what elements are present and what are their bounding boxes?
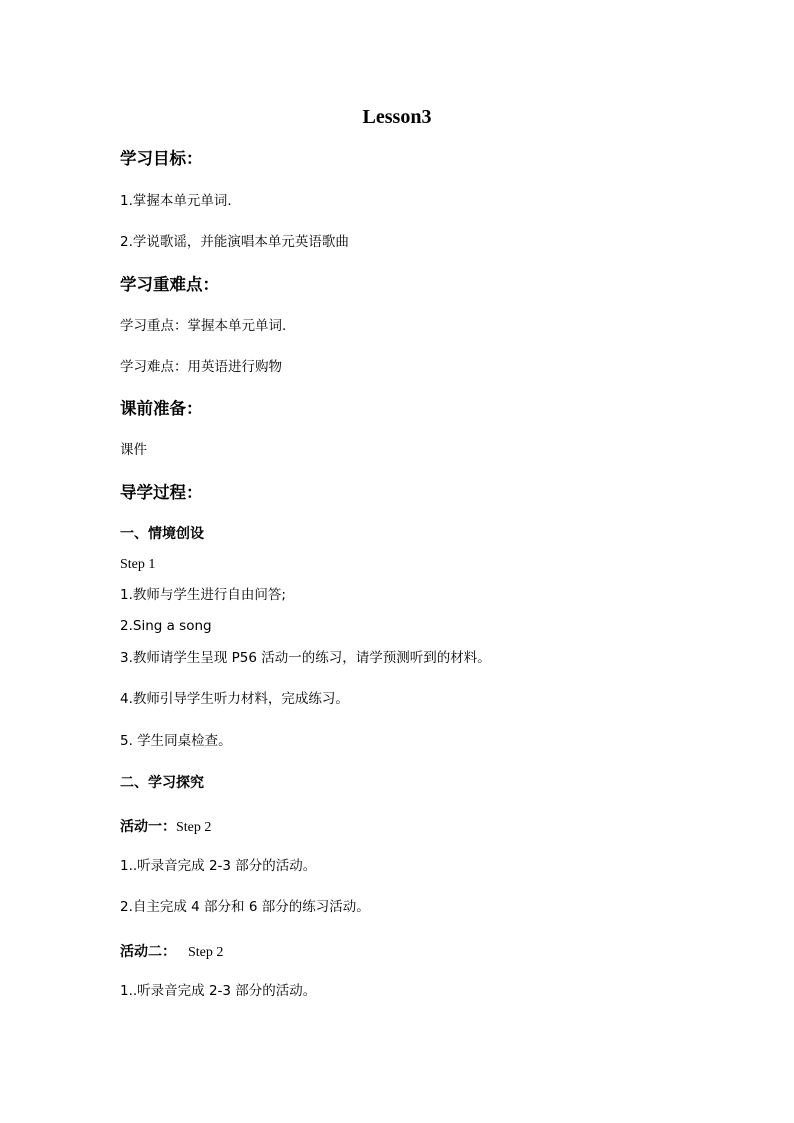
process-heading: 导学过程： (120, 483, 203, 502)
key-point-item-2: 学习难点：用英语进行购物 (120, 359, 282, 375)
part2-heading: 二、学习探究 (120, 775, 204, 791)
key-points-heading: 学习重难点： (120, 275, 219, 294)
part1-item-5: 5. 学生同桌检查。 (120, 733, 232, 749)
part1-item-4: 4.教师引导学生听力材料，完成练习。 (120, 691, 349, 707)
part1-heading: 一、情境创设 (120, 526, 204, 542)
key-point-item-1: 学习重点：掌握本单元单词. (120, 318, 287, 334)
part1-step: Step 1 (120, 557, 156, 572)
activity1-line (120, 818, 211, 835)
objective-item-2: 2.学说歌谣，并能演唱本单元英语歌曲 (120, 234, 349, 250)
activity1-item-1: 1..听录音完成 2-3 部分的活动。 (120, 858, 317, 874)
part1-item-3: 3.教师请学生呈现 P56 活动一的练习，请学预测听到的材料。 (120, 650, 491, 666)
objectives-heading: 学习目标： (120, 149, 203, 168)
activity1-item-2: 2.自主完成 4 部分和 6 部分的练习活动。 (120, 899, 370, 915)
document-title: Lesson3 (362, 106, 432, 128)
activity2-step: Step 2 (188, 945, 224, 960)
part1-item-2: 2.Sing a song (120, 618, 212, 634)
activity2-line (120, 943, 223, 960)
objective-item-1: 1.掌握本单元单词. (120, 193, 232, 209)
activity1-step: Step 2 (176, 820, 212, 835)
preparation-heading: 课前准备： (120, 399, 203, 418)
preparation-item-1: 课件 (120, 442, 147, 458)
activity2-label: 活动二： (120, 944, 176, 960)
activity1-label: 活动一： (120, 819, 176, 835)
part1-item-1: 1.教师与学生进行自由问答; (120, 587, 286, 603)
activity2-item-1: 1..听录音完成 2-3 部分的活动。 (120, 983, 317, 999)
